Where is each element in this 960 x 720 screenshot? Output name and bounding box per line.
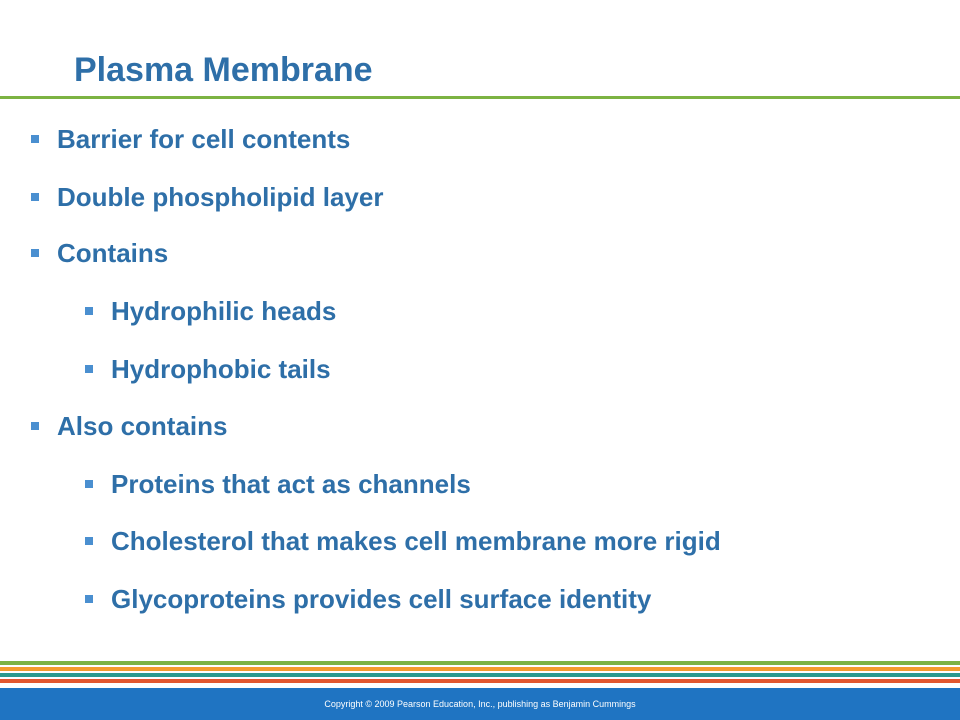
square-bullet-icon	[85, 480, 93, 488]
square-bullet-icon	[31, 135, 39, 143]
bullet-item	[57, 123, 350, 155]
square-bullet-icon	[31, 193, 39, 201]
bullet-item	[57, 181, 383, 213]
footer-stripe-red	[0, 679, 960, 683]
sub-bullet-item	[111, 583, 651, 615]
title-divider	[0, 96, 960, 99]
bullet-text: Double phospholipid layer	[57, 182, 384, 212]
footer-stripe-teal	[0, 673, 960, 677]
bullet-item	[57, 237, 168, 269]
slide-title: Plasma Membrane	[74, 51, 373, 89]
bullet-text: Contains	[57, 238, 169, 268]
square-bullet-icon	[85, 365, 93, 373]
sub-bullet-item	[111, 353, 331, 385]
square-bullet-icon	[85, 537, 93, 545]
bullet-text: Hydrophobic tails	[111, 354, 331, 384]
bullet-text: Barrier for cell contents	[57, 124, 351, 154]
square-bullet-icon	[31, 249, 39, 257]
square-bullet-icon	[31, 422, 39, 430]
bullet-text: Proteins that act as channels	[111, 469, 471, 499]
square-bullet-icon	[85, 307, 93, 315]
footer-stripe-green	[0, 661, 960, 665]
copyright-text: Copyright © 2009 Pearson Education, Inc., publishing as Benjamin Cummings	[324, 699, 636, 709]
bullet-text: Cholesterol that makes cell membrane more rigid	[111, 526, 721, 556]
footer-bar	[0, 688, 960, 720]
sub-bullet-item	[111, 525, 721, 557]
square-bullet-icon	[85, 595, 93, 603]
bullet-text: Glycoproteins provides cell surface identity	[111, 584, 652, 614]
sub-bullet-item	[111, 295, 336, 327]
footer-stripe-orange	[0, 667, 960, 671]
bullet-item	[57, 410, 227, 442]
sub-bullet-item	[111, 468, 471, 500]
bullet-text: Hydrophilic heads	[111, 296, 337, 326]
bullet-text: Also contains	[57, 411, 228, 441]
